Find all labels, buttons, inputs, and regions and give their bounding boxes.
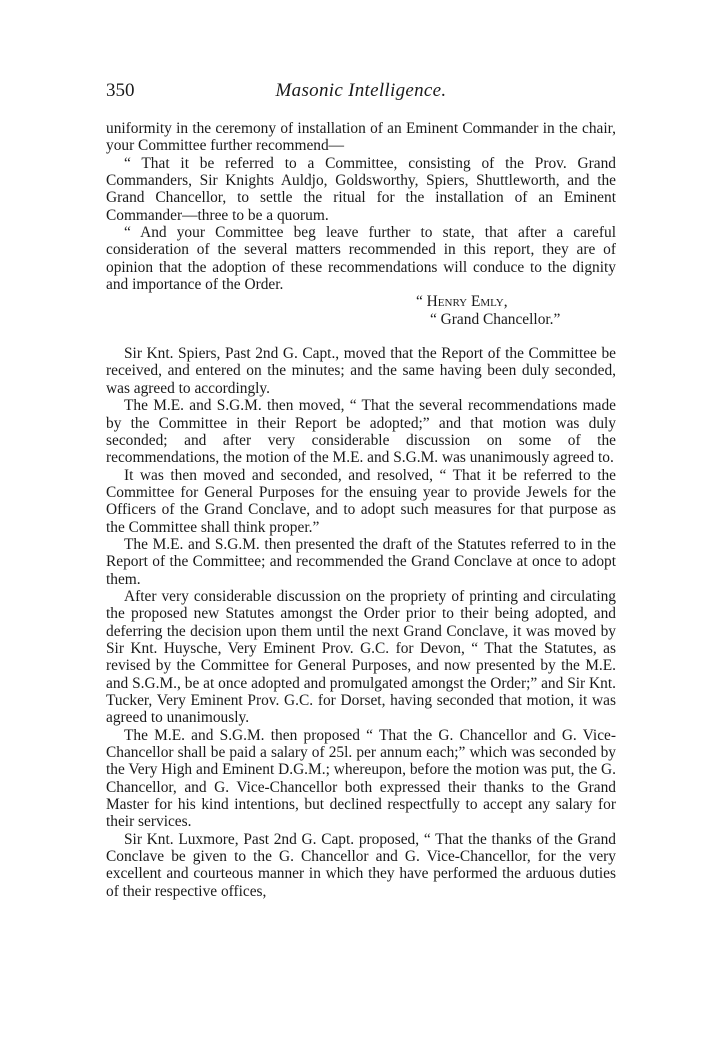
paragraph: It was then moved and seconded, and resolved, “ That it be referred to the Committee for General Purposes for the ensuing year to provide Jewels for the Officers of the Grand Conclave, and to adopt such measures for that purpose as the Committee shall think proper.” bbox=[106, 466, 616, 536]
running-title: Masonic Intelligence. bbox=[275, 80, 447, 101]
paragraph: The M.E. and S.G.M. then moved, “ That the several recommendations made by the Committee in their Report be adopted;” and that motion was duly seconded; and after very considerable discussion on some of the recommendations, the motion of the M.E. and S.G.M. was unanimously agreed to. bbox=[106, 397, 616, 467]
paragraph: The M.E. and S.G.M. then proposed “ That the G. Chancellor and G. Vice-Chancellor shall be paid a salary of 25l. per annum each;” which was seconded by the Very High and Eminent D.G.M.; whereupon, before the motion was put, the G. Chancellor, and G. Vice-Chancellor both expressed their thanks to the Grand Master for his kind intentions, but declined respectfully to accept any salary for their services. bbox=[106, 726, 616, 831]
paragraph: After very considerable discussion on the propriety of printing and circulating the proposed new Statutes amongst the Order prior to their being adopted, and deferring the decision upon them until the next Grand Conclave, it was moved by Sir Knt. Huysche, Very Eminent Prov. G.C. for Devon, “ That the Statutes, as revised by the Committee for General Purposes, and now presented by the M.E. and S.G.M., be at once adopted and promulgated amongst the Order;” and Sir Knt. Tucker, Very Eminent Prov. G.C. for Dorset, having seconded that motion, it was agreed to unanimously. bbox=[106, 587, 616, 727]
page-header bbox=[106, 80, 616, 104]
body-text bbox=[106, 120, 616, 900]
paragraph: Sir Knt. Spiers, Past 2nd G. Capt., moved that the Report of the Committee be received, and entered on the minutes; and the same having been duly seconded, was agreed to accordingly. bbox=[106, 345, 616, 397]
signature-name: “ Henry Emly, bbox=[416, 293, 508, 311]
paragraph: uniformity in the ceremony of installation of an Eminent Commander in the chair, your Committee further recommend— bbox=[106, 120, 616, 155]
paragraph: The M.E. and S.G.M. then presented the draft of the Statutes referred to in the Report of the Committee; and recommended the Grand Conclave at once to adopt them. bbox=[106, 535, 616, 588]
paragraph: “ That it be referred to a Committee, consisting of the Prov. Grand Commanders, Sir Knights Auldjo, Goldsworthy, Spiers, Shuttleworth, and the Grand Chancellor, to settle the ritual for the installation of an Eminent Commander—three to be a quorum. bbox=[106, 154, 616, 224]
section-gap bbox=[106, 328, 616, 345]
paragraph: Sir Knt. Luxmore, Past 2nd G. Capt. proposed, “ That the thanks of the Grand Conclave be given to the G. Chancellor and G. Vice-Chancellor, for the very excellent and courteous manner in which they have performed the arduous duties of their respective offices, bbox=[106, 830, 616, 900]
paragraph: “ And your Committee beg leave further to state, that after a careful consideration of the several matters recommended in this report, they are of opinion that the adoption of these recommendations will conduce to the dignity and importance of the Order. bbox=[106, 224, 616, 294]
page-number: 350 bbox=[106, 80, 135, 101]
signature-title: “ Grand Chancellor.” bbox=[430, 310, 561, 328]
